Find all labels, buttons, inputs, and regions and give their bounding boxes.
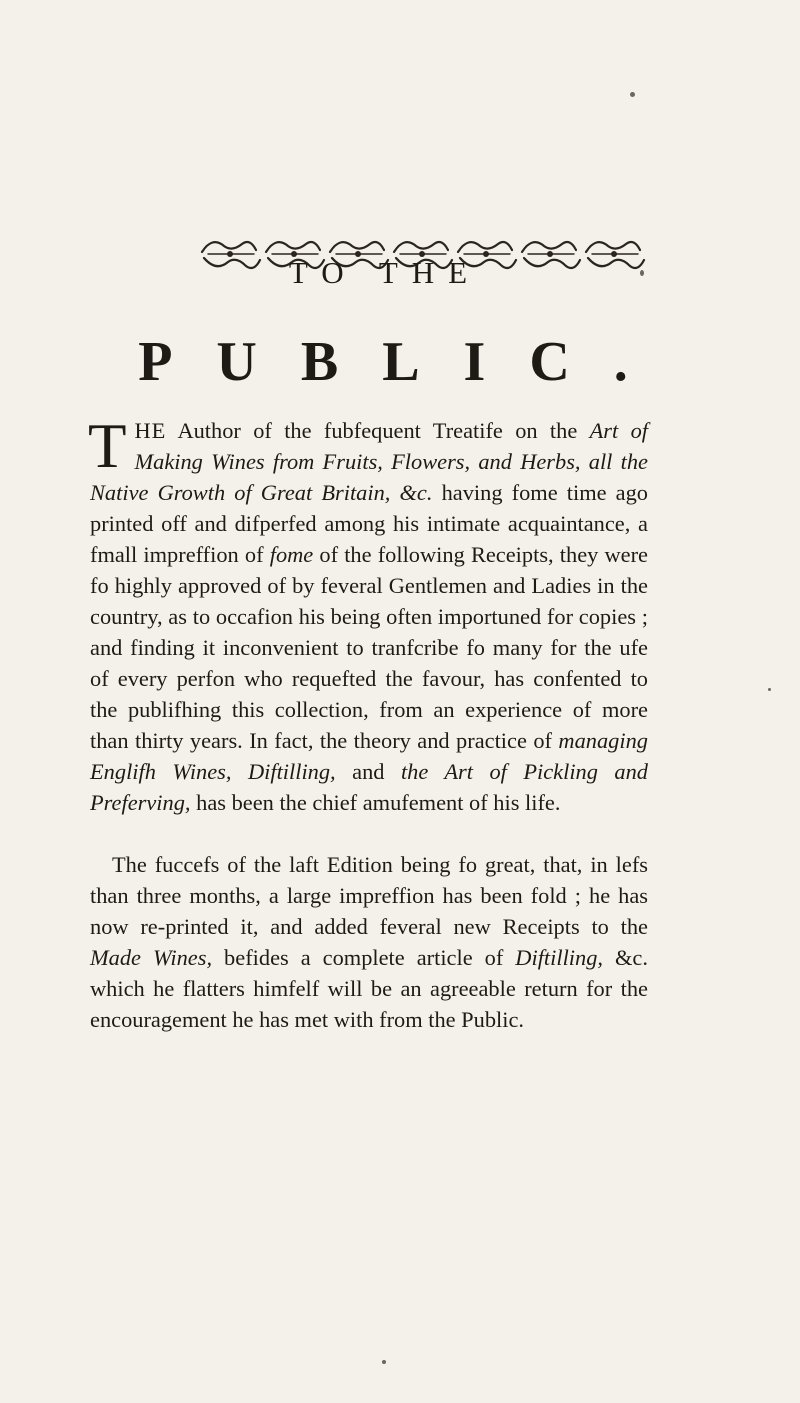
paragraph-1-text-1: Author of the fubfequent Treatife on the	[166, 418, 590, 443]
italic-made-wines: Made Wines,	[90, 945, 213, 970]
opening-word: HE	[134, 418, 167, 443]
paper-speck	[382, 1360, 386, 1364]
paper-speck	[640, 270, 644, 276]
paper-speck	[630, 92, 635, 97]
paper-speck	[768, 688, 771, 691]
paragraph-1-text-5: has been the chief amufement of his life.	[190, 790, 561, 815]
italic-managing-wines: managing Englifh Wines, Diftilling,	[90, 728, 648, 784]
drop-cap: T	[88, 411, 127, 481]
italic-some: fome	[269, 542, 314, 567]
heading-to-the: TO THE	[288, 255, 482, 290]
heading-public: PUBLIC.	[138, 331, 672, 393]
book-title-italic: Art of Making Wines from Fruits, Flowers, and Herbs, all the Native Growth of Great Britain, &c.	[90, 418, 648, 505]
paragraph-1-text-3: of the following Receipts, they were fo highly approved of by feveral Gentlemen and Ladies in the country, as to occafion his being often importuned for copies ; and finding it inconvenient to tranfcribe fo many for the ufe of every perfon who requefted the favour, has confented to the publifhing this collection, from an experience of more than thirty years. In fact, the theory and practice of	[90, 542, 648, 753]
italic-pickling: the Art of Pickling and Preferving,	[90, 759, 648, 815]
paragraph-2-text-3: &c. which he flatters himfelf will be an agreeable return for the encouragement he has met with from the Public.	[90, 945, 648, 1032]
paragraph-2-text-1: The fuccefs of the laft Edition being fo great, that, in lefs than three months, a large impreffion has been fold ; he has now re-printed it, and added feveral new Receipts to the	[90, 852, 648, 939]
paragraph-2-text-2: befides a complete article of	[212, 945, 516, 970]
paragraph-2	[90, 849, 648, 1035]
preface-body	[88, 411, 648, 1035]
paragraph-1-text-2: having fome time ago printed off and difperfed among his intimate acquaintance, a fmall impreffion of	[90, 480, 648, 567]
paragraph-1-text-4: and	[335, 759, 401, 784]
paragraph-1	[88, 411, 648, 818]
italic-distilling: Diftilling,	[515, 945, 604, 970]
